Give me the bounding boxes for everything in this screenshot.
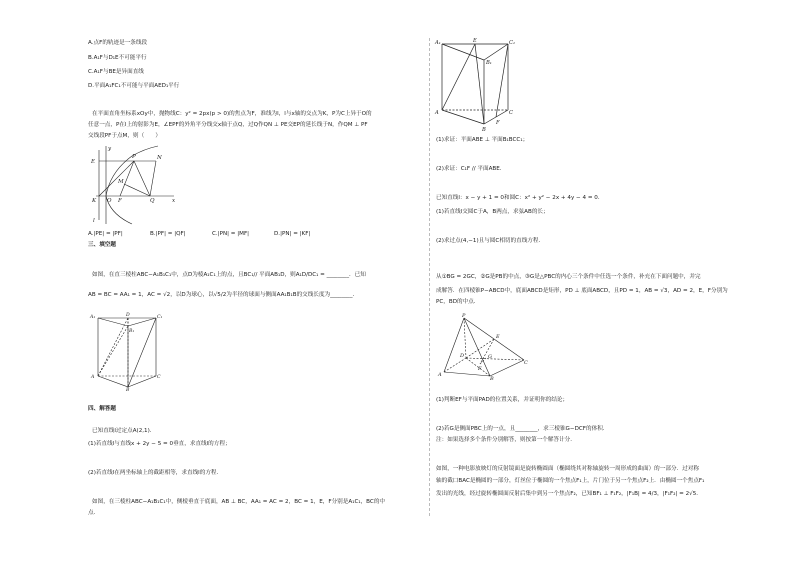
- circle-question-part2: (2)求过点(4,−1)且与圆C相切的直线方程．: [436, 238, 545, 244]
- fill-question-line2: AB = BC = AA₁ = 1，AC = √2，以D为球心，以√5/2为半径的球面与侧面AA₁B₁B的交线长度为________．: [88, 292, 359, 298]
- label-p: P: [132, 154, 136, 160]
- option-b-prev: B.A₁F与D₁E不可能平行: [88, 55, 147, 61]
- pyramid-question-line1: 从①BG = 2GC，②G是PB的中点，③G是△PBC的内心三个条件中任选一个条件，补充在下面问题中，并完: [436, 274, 701, 280]
- prism-part1: (1)求证：平面ABE ⊥ 平面B₁BCC₁；: [436, 137, 529, 143]
- label-e-pyr: E: [496, 334, 500, 340]
- pyramid-part1: (1)判断EF与平面PAD的位置关系，并证明你的结论；: [436, 397, 569, 403]
- label-b-top: B: [482, 127, 486, 133]
- section-answer-heading: 四、解答题: [88, 406, 116, 412]
- circle-question-stem: 已知直线l：x − y + 1 = 0和圆C：x² + y² − 2x + 4y − 4 = 0．: [436, 195, 604, 201]
- label-b1-top: B₁: [486, 60, 492, 66]
- label-e-top: E: [473, 38, 477, 44]
- label-q: Q: [150, 198, 155, 204]
- label-a-top: A: [435, 110, 439, 116]
- parabola-figure: [88, 144, 178, 226]
- ellipse-question-line3: 发出的光线，经过旋转椭圆面反射后集中到另一个焦点F₂，已知BF₁ ⊥ F₁F₂，|F₁B| = 4/3，|F₁F₂| = 2√5．: [436, 491, 702, 497]
- label-c1: C₁: [157, 315, 163, 320]
- line-question-stem: 已知直线l过定点A(2,1)．: [92, 428, 156, 434]
- label-a1: A₁: [90, 315, 96, 320]
- label-b1: B₁: [129, 329, 135, 334]
- label-c: C: [157, 375, 161, 380]
- parabola-question-line2: 任意一点，P在l上的射影为E，∠EPF的外角平分线交x轴于点Q，过Q作QN ⊥ PE交EP的延长线于N，作QM ⊥ PF: [88, 122, 368, 128]
- label-c1-top: C₁: [509, 40, 516, 46]
- column-divider: [429, 38, 430, 516]
- label-m: M: [118, 179, 124, 185]
- option-c-prev: C.A₁F与BE是异面直线: [88, 69, 144, 75]
- line-question-part1: (1)若直线l与直线x + 2y − 5 = 0垂直，求直线l的方程；: [88, 441, 231, 447]
- label-x: x: [172, 198, 176, 204]
- parabola-option-d: D.|PN| = |KF|: [274, 231, 311, 237]
- prism-part2: (2)求证：C₁F // 平面ABE．: [436, 166, 506, 172]
- label-d-pyr: D: [460, 353, 465, 359]
- segment-nq: [150, 161, 156, 196]
- parabola-question-line3: 交线段PF于点M，则（ ）: [88, 133, 161, 139]
- label-b-pyr: B: [490, 376, 494, 382]
- parabola-option-b: B.|PF| = |QF|: [150, 231, 186, 237]
- label-d: D: [126, 313, 130, 318]
- pyramid-question-line3: PC，BD的中点．: [436, 299, 480, 305]
- option-d-prev: D.平面A₁FC₁不可能与平面AED₁平行: [88, 83, 180, 89]
- prism-figure-fill: [90, 312, 163, 393]
- ellipse-question-line2: 轴的截口BAC是椭圆的一部分，灯丝位于椭圆的一个焦点F₁上，片门位于另一个焦点F₂上．由椭圆一个焦点F₁: [436, 478, 705, 484]
- segment-ke: [99, 161, 134, 196]
- label-a: A: [91, 375, 95, 380]
- label-p-pyr: P: [462, 313, 466, 319]
- segment-pq: [134, 161, 150, 196]
- parabola-option-a: A.|PE| = |PF|: [88, 231, 123, 237]
- line-question-part2: (2)若直线l在两坐标轴上的截距相等，求直线l的方程．: [88, 470, 223, 476]
- label-k: K: [92, 198, 97, 204]
- label-f-top: F: [496, 120, 500, 126]
- option-a-prev: A.点F的轨迹是一条线段: [88, 40, 148, 46]
- label-a1-top: A₁: [435, 40, 441, 46]
- prism-figure-top: [434, 38, 518, 132]
- label-y: y: [108, 146, 112, 152]
- label-f-pyr: F: [478, 366, 482, 372]
- ellipse-question-line1: 如图，一种电影放映灯的反射镜面是旋转椭圆面（椭圆绕其对称轴旋转一周形成的曲面）的一部分．过对称: [436, 466, 699, 472]
- pyramid-question-line2: 成解答．在四棱锥P−ABCD中，底面ABCD是矩形，PD ⊥ 底面ABCD，且PD = 1，AB = √3，AD = 2，E，F分别为: [436, 288, 728, 294]
- pyramid-note: 注：如果选择多个条件分别解答，则按第一个解答计分．: [436, 437, 576, 443]
- label-n: N: [157, 155, 162, 161]
- prism-question-line2: 点．: [88, 510, 100, 516]
- label-g-pyr: G: [488, 354, 492, 360]
- label-f: F: [118, 198, 122, 204]
- label-o: O: [107, 198, 112, 204]
- label-e: E: [91, 159, 96, 165]
- label-l: l: [93, 218, 95, 224]
- label-c-top: C: [509, 110, 513, 116]
- pyramid-figure: [436, 314, 528, 380]
- prism-question-line1: 如图，在三棱柱ABC−A₁B₁C₁中，侧棱垂直于底面，AB ⊥ BC，AA₁ = AC = 2，BC = 1，E，F分别是A₁C₁，BC的中: [92, 499, 386, 505]
- circle-question-part1: (1)若直线l交圆C于A，B两点，求弦AB的长；: [436, 209, 549, 215]
- pyramid-part2: (2)若G是侧面PBC上的一点，且________，求三棱锥G−DCF的体积．: [436, 426, 609, 432]
- label-b: B: [126, 388, 130, 393]
- fill-question-line1: 如图，在直三棱柱ABC−A₁B₁C₁中，点D为棱A₁C₁上的点，且BC₁// 平面AB₁D，则A₁D/DC₁ = ________．已知: [92, 272, 366, 278]
- section-fill-heading: 三、填空题: [88, 242, 116, 248]
- parabola-option-c: C.|PN| = |MF|: [212, 231, 250, 237]
- label-c-pyr: C: [524, 360, 528, 366]
- label-a-pyr: A: [438, 372, 442, 378]
- segment-mq: [124, 184, 150, 196]
- parabola-question-line1: 在平面直角坐标系xOy中，抛物线C：y² = 2px(p > 0)的焦点为F，准线为l，l与x轴的交点为K，P为C上异于O的: [92, 111, 372, 117]
